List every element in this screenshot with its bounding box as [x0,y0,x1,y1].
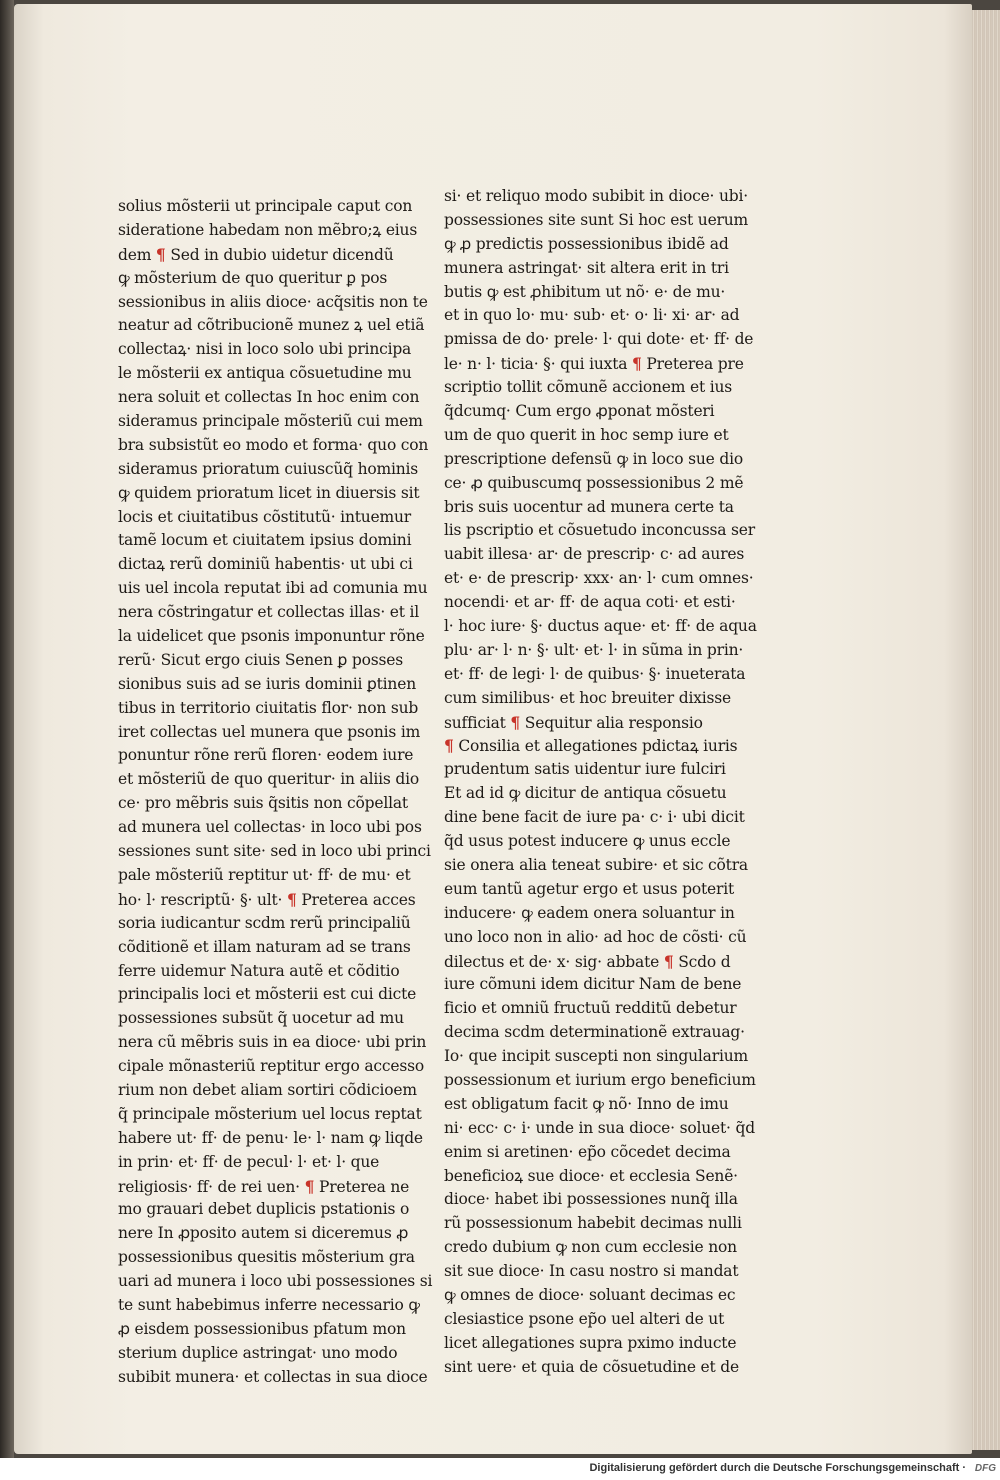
text-line: enim si aretinen· ep̃o cõcedet decima [444,1142,731,1161]
text-line: sideratione habedam non mẽbro;ꝝ eius [118,220,418,239]
text-line: tamẽ locum et ciuitatem ipsius domini [118,531,412,550]
text-line: pmissa de do· prele· l· qui dote· et· ff· de [444,330,754,349]
text-line: ce· ꝓ quibuscumq possessionibus 2 mẽ [444,473,744,492]
text-line: dictaꝝ rerũ dominiũ habentis· ut ubi ci [118,555,413,574]
text-line: solius mõsterii ut principale caput con [118,197,413,215]
text-line: inducere· ꝙ eadem onera soluantur in [444,903,735,922]
text-line: rũ possessionum habebit decimas nulli [444,1214,742,1233]
text-line: ꝙ quidem prioratum licet in diuersis sit [118,483,420,502]
text-line: uari ad munera i loco ubi possessiones si [118,1272,433,1291]
text-line: nera cõstringatur et collectas illas· et il [118,603,420,622]
text-line: lis pscriptio et cõsuetudo inconcussa ser [444,521,755,540]
text-line: ꝙ omnes de dioce· soluant decimas ec [444,1285,736,1304]
text-line: dilectus et de· x· sig· abbate ¶ Scdo d [444,951,731,971]
text-line: ho· l· rescriptũ· §· ult· ¶ Preterea acces [118,889,416,909]
text-line: decima scdm determinationẽ extrauag· [444,1023,745,1042]
text-line: nera cũ mẽbris suis in ea dioce· ubi prin [118,1033,427,1052]
text-line: sit sue dioce· In casu nostro si mandat [444,1262,739,1281]
footer-bar [0,1458,1000,1480]
text-line: in prin· et· ff· de pecul· l· et· l· que [118,1152,380,1171]
text-line: pale mõsteriũ reptitur ut· ff· de mu· et [118,865,411,884]
text-line: q̃ principale mõsterium uel locus reptat [118,1104,422,1123]
page-edges [972,10,1000,1450]
dfg-logo: DFG [974,1463,996,1474]
left-text-column [118,195,433,1390]
text-line: munera astringat· sit altera erit in tri [444,258,729,277]
text-line: iure cõmuni idem dicitur Nam de bene [444,975,742,994]
text-line: uabit illesa· ar· de prescrip· c· ad aures [444,545,745,564]
text-line: le mõsterii ex antiqua cõsuetudine mu [118,364,412,383]
text-line: iret collectas uel munera que psonis im [118,722,421,741]
text-line: cum similibus· et hoc breuiter dixisse [444,688,731,707]
text-line: uis uel incola reputat ibi ad comunia mu [118,579,428,598]
text-line: collectaꝝ· nisi in loco solo ubi principa [118,340,412,359]
text-line: et· ff· de legi· l· de quibus· §· inueterata [444,664,746,683]
text-line: nera soluit et collectas In hoc enim con [118,388,420,407]
text-line: scriptio tollit cõmunẽ accionem et ius [444,378,733,397]
text-line: butis ꝙ est ꝓhibitum ut nõ· e· de mu· [444,282,726,301]
text-line: prudentum satis uidentur iure fulciri [444,760,726,779]
text-line: Io· que incipit suscepti non singularium [444,1047,748,1066]
text-line: cõditionẽ et illam naturam ad se trans [118,937,411,956]
text-line: credo dubium ꝙ non cum ecclesie non [444,1238,737,1257]
text-line: q̃d usus potest inducere ꝙ unus eccle [444,832,731,851]
text-line: sufficiat ¶ Sequitur alia responsio [444,712,703,732]
text-line: licet allegationes supra pximo inducte [444,1333,737,1352]
text-line: ficio et omniũ fructuũ redditũ debetur [444,999,737,1018]
text-line: ꝙ ꝓ predictis possessionibus ibidẽ ad [444,234,729,253]
text-line: ad munera uel collectas· in loco ubi pos [118,818,422,837]
text-line: sessiones sunt site· sed in loco ubi princi [118,842,431,861]
text-line: religiosis· ff· de rei uen· ¶ Preterea ne [118,1176,410,1196]
text-line: bris suis uocentur ad munera certe ta [444,497,734,516]
text-line: le· n· l· ticia· §· qui iuxta ¶ Preterea pre [444,354,744,374]
text-line: subibit munera· et collectas in sua dioce [118,1367,428,1386]
text-line: sideramus principale mõsteriũ cui mem [118,412,423,431]
text-line: dine bene facit de iure pa· c· i· ubi dicit [444,808,745,827]
text-line: prescriptione defensũ ꝙ in loco sue dio [444,449,743,468]
text-line: ¶ Consilia et allegationes pdictaꝝ iuris [444,736,738,756]
text-line: sie onera alia teneat subire· et sic cõtra [444,855,748,874]
rubric-mark: ¶ [444,736,454,756]
text-line: et mõsteriũ de quo queritur· in aliis dio [118,770,419,789]
text-line: ni· ecc· c· i· unde in sua dioce· soluet· q̃d [444,1118,755,1137]
text-line: ꝓ eisdem possessionibus pfatum mon [118,1319,406,1338]
text-line: possessionum et iurium ergo beneficium [444,1070,756,1089]
rubric-mark: ¶ [286,889,297,909]
text-line: possessiones subsũt q̃ uocetur ad mu [118,1009,404,1028]
text-line: dioce· habet ibi possessiones nunq̃ illa [444,1190,738,1209]
text-line: sideramus prioratum cuiuscũq̃ hominis [118,459,419,478]
text-line: la uidelicet que psonis imponuntur rõne [118,627,425,646]
text-line: plu· ar· l· n· §· ult· et· l· in sũma in prin· [444,640,744,659]
text-line: sint uere· et quia de cõsuetudine et de [444,1357,739,1376]
right-text-column [444,185,757,1380]
rubric-mark: ¶ [304,1176,315,1196]
text-line: rium non debet aliam sortiri cõdicioem [118,1080,417,1099]
text-line: Et ad id ꝙ dicitur de antiqua cõsuetu [444,784,727,803]
text-line: ponuntur rõne rerũ floren· eodem iure [118,746,414,765]
text-line: locis et ciuitatibus cõstitutũ· intuemur [118,507,412,526]
text-line: l· hoc iure· §· ductus aque· et· ff· de aqua [444,617,757,636]
text-line: ferre uidemur Natura autẽ et cõditio [118,961,400,980]
text-line: tibus in territorio ciuitatis flor· non sub [118,698,419,717]
funding-credit: Digitalisierung gefördert durch die Deutsche Forschungsgemeinschaft · [589,1462,966,1474]
text-line: dem ¶ Sed in dubio uidetur dicendũ [118,244,394,264]
text-line: soria iudicantur scdm rerũ principaliũ [118,913,411,932]
rubric-mark: ¶ [155,244,166,264]
text-line: mo grauari debet duplicis pstationis o [118,1200,410,1219]
text-line: nocendi· et ar· ff· de aqua coti· et esti· [444,593,736,612]
text-line: ꝙ mõsterium de quo queritur ꝑ pos [118,268,388,287]
text-line: beneficioꝝ sue dioce· et ecclesia Senẽ· [444,1166,738,1185]
rubric-mark: ¶ [632,354,642,374]
text-line: bra subsistũt eo modo et forma· quo con [118,435,429,454]
text-line: sterium duplice astringat· uno modo [118,1343,398,1362]
rubric-mark: ¶ [663,951,674,971]
text-line: sessionibus in aliis dioce· acq̃sitis non te [118,292,428,311]
text-line: est obligatum facit ꝙ nõ· Inno de imu [444,1094,729,1113]
text-line: um de quo querit in hoc semp iure et [444,425,729,444]
text-line: si· et reliquo modo subibit in dioce· ubi· [444,187,748,205]
text-line: principalis loci et mõsterii est cui dicte [118,985,417,1004]
text-line: uno loco non in alio· ad hoc de cõsti· cũ [444,927,747,946]
text-line: ce· pro mẽbris suis q̃sitis non cõpellat [118,794,408,813]
text-line: possessionibus quesitis mõsterium gra [118,1248,415,1267]
text-line: sionibus suis ad se iuris dominii ꝑtinen [118,674,416,693]
text-line: et in quo lo· mu· sub· et· o· li· xi· ar· ad [444,306,740,325]
text-line: habere ut· ff· de penu· le· l· nam ꝙ liqde [118,1128,423,1147]
text-line: cipale mõnasteriũ reptitur ergo accesso [118,1057,424,1076]
text-line: et· e· de prescrip· xxx· an· l· cum omnes· [444,569,754,588]
text-line: q̃dcumq· Cum ergo ꝓponat mõsteri [444,402,715,421]
spine-shadow [0,0,14,1458]
text-line: clesiastice psone ep̃o uel alteri de ut [444,1309,725,1328]
text-line: possessiones site sunt Si hoc est uerum [444,210,749,229]
text-line: rerũ· Sicut ergo ciuis Senen ꝑ posses [118,650,403,669]
rubric-mark: ¶ [510,712,521,732]
text-line: neatur ad cõtribucionẽ munez ꝝ uel etiã [118,316,425,335]
text-line: eum tantũ agetur ergo et usus poterit [444,879,734,898]
text-line: te sunt habebimus inferre necessario ꝙ [118,1295,420,1314]
text-line: nere In ꝓposito autem si diceremus ꝓ [118,1224,409,1243]
